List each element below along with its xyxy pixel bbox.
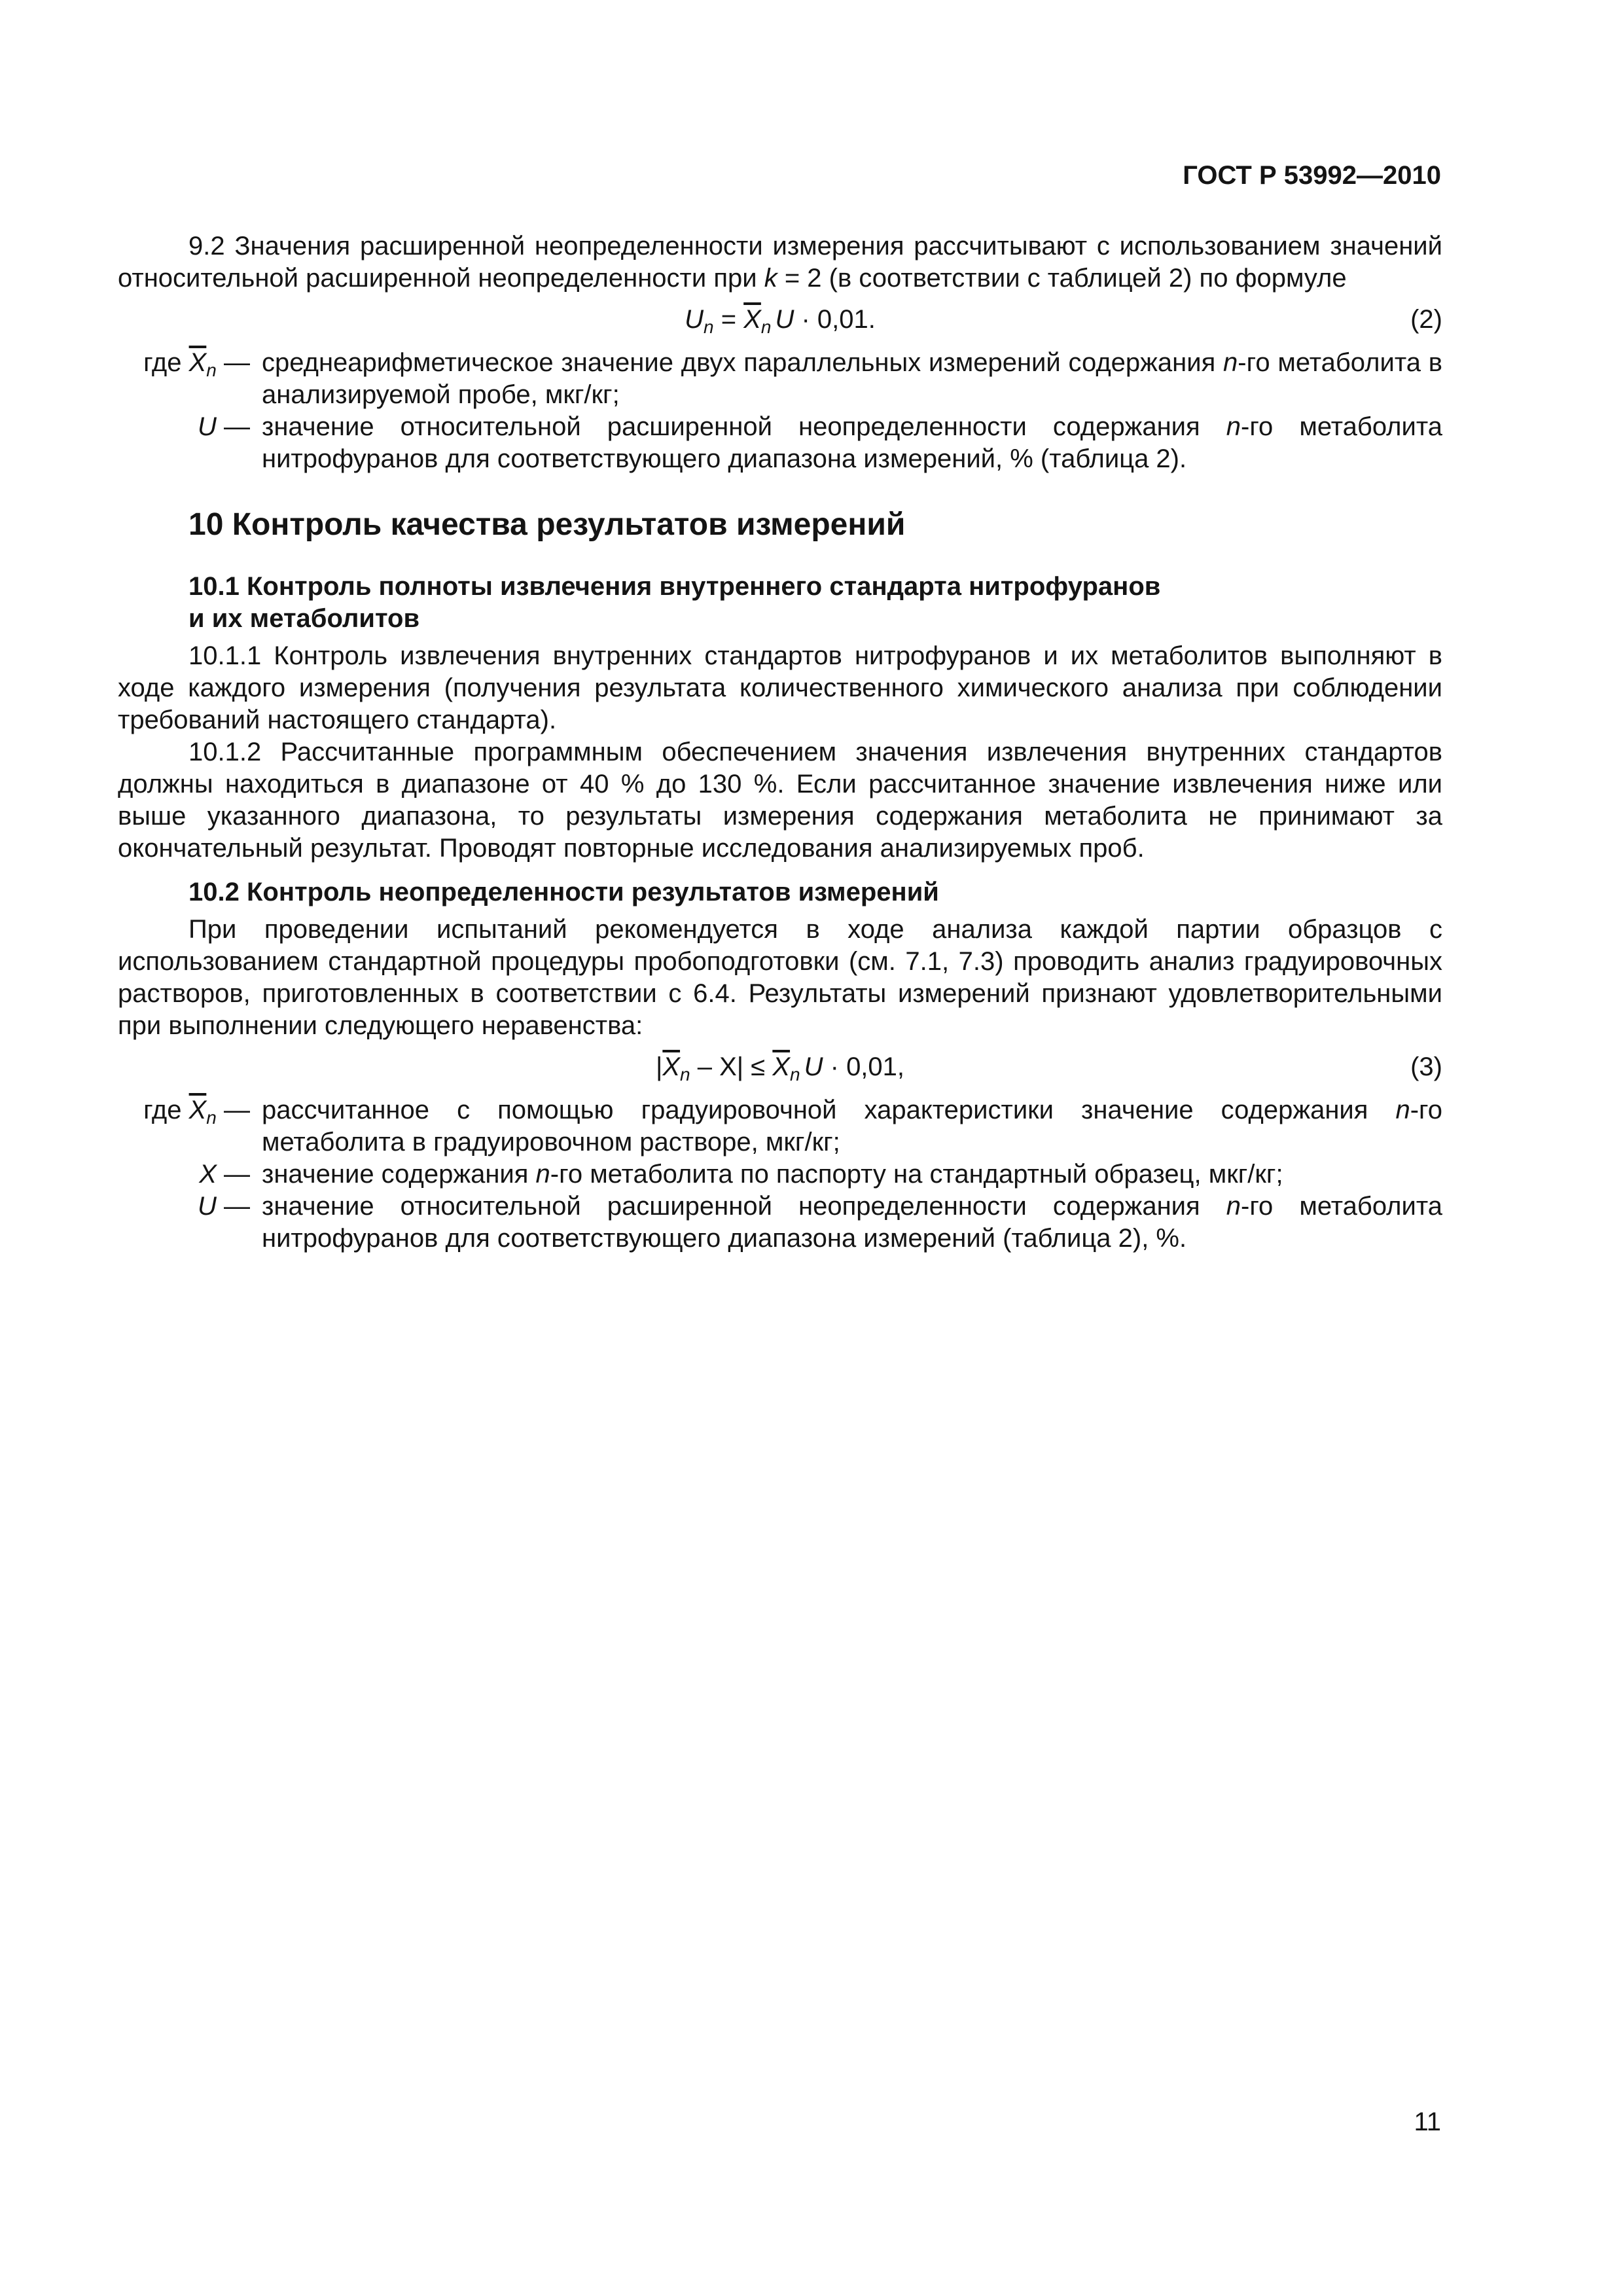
subscript-n: n bbox=[680, 1064, 690, 1085]
variable-k: k bbox=[764, 264, 777, 293]
where-symbol bbox=[118, 1158, 257, 1191]
paragraph-10-1-2: 10.1.2 Рассчитанные программным обеспечением значения извлечения внутренних стандартов должны находиться в диапазоне от 40 % до 130 %. Если рассчитанное значение извлечения ниже или выше указанного диапазона, то результаты измерения содержания метаболита не принимают за окончательный результат. Проводят повторные исследования анализируемых проб. bbox=[118, 738, 1442, 863]
variable-u: U bbox=[775, 305, 794, 334]
text: -го метаболита нитрофуранов для соответствующего диапазона измерений (таблица 2), %. bbox=[262, 1192, 1442, 1253]
subscript-n: n bbox=[790, 1064, 800, 1085]
page-number: 11 bbox=[1414, 2108, 1441, 2136]
variable-x-mean: $\overline{X}$ bbox=[772, 1052, 791, 1081]
where-symbol bbox=[118, 347, 257, 411]
where-description bbox=[257, 1094, 1442, 1158]
text: · 0,01. bbox=[794, 305, 876, 334]
text: – X| ≤ bbox=[690, 1052, 773, 1081]
document-header-id: ГОСТ Р 53992—2010 bbox=[1183, 161, 1441, 190]
text: · 0,01, bbox=[823, 1052, 905, 1081]
variable-n: n bbox=[1226, 412, 1241, 441]
where-symbol bbox=[118, 1094, 257, 1158]
variable-x-mean: $\overline{X}$ bbox=[662, 1052, 681, 1081]
variable-x-mean: $\overline{X}$ bbox=[188, 348, 207, 377]
dash: — bbox=[216, 1096, 250, 1124]
subscript-n: n bbox=[760, 317, 772, 337]
text: -го метаболита в анализируемой пробе, мкг/кг; bbox=[262, 348, 1442, 409]
variable-u: U bbox=[685, 305, 704, 334]
text: | bbox=[655, 1052, 663, 1081]
variable-x-mean: $\overline{X}$ bbox=[743, 305, 761, 334]
dash: — bbox=[216, 1192, 250, 1221]
where-description bbox=[257, 411, 1442, 475]
subscript-n: n bbox=[704, 317, 714, 337]
text: значение относительной расширенной неопределенности содержания bbox=[262, 412, 1226, 441]
variable-x-mean: $\overline{X}$ bbox=[188, 1096, 207, 1124]
dash: — bbox=[216, 412, 250, 441]
formula-expression bbox=[118, 304, 1442, 336]
variable-u: U bbox=[197, 412, 217, 441]
formula-3 bbox=[118, 1046, 1442, 1090]
section-10-2-heading: 10.2 Контроль неопределенности результатов измерений bbox=[188, 878, 939, 906]
where-symbol bbox=[118, 411, 257, 475]
variable-n: n bbox=[1395, 1096, 1410, 1124]
formula-expression bbox=[118, 1051, 1442, 1083]
page-content bbox=[118, 230, 1442, 1255]
text: значение относительной расширенной неопределенности содержания bbox=[262, 1192, 1226, 1221]
variable-u: U bbox=[804, 1052, 823, 1081]
formula-2 bbox=[118, 298, 1442, 343]
subscript-n: n bbox=[206, 360, 217, 380]
variable-n: n bbox=[535, 1160, 550, 1189]
where-description bbox=[257, 1158, 1442, 1191]
text: рассчитанное с помощью градуировочной характеристики значение содержания bbox=[262, 1096, 1396, 1124]
paragraph-9-2 bbox=[118, 230, 1442, 295]
variable-u: U bbox=[197, 1192, 217, 1221]
where-list-1 bbox=[118, 347, 1442, 475]
text: среднеарифметическое значение двух параллельных измерений содержания bbox=[262, 348, 1224, 377]
subscript-n: n bbox=[206, 1107, 217, 1128]
variable-n: n bbox=[1226, 1192, 1241, 1221]
section-10-heading: 10 Контроль качества результатов измерений bbox=[188, 507, 906, 542]
text: -го метаболита в градуировочном растворе, мкг/кг; bbox=[262, 1096, 1442, 1157]
formula-number: (2) bbox=[1410, 305, 1442, 334]
text: где bbox=[143, 1096, 189, 1124]
text: где bbox=[143, 348, 189, 377]
where-symbol bbox=[118, 1191, 257, 1255]
text: значение содержания bbox=[262, 1160, 536, 1189]
text: -го метаболита нитрофуранов для соответствующего диапазона измерений, % (таблица 2). bbox=[262, 412, 1442, 473]
variable-n: n bbox=[1223, 348, 1238, 377]
where-description bbox=[257, 347, 1442, 411]
heading-line: и их метаболитов bbox=[188, 604, 420, 633]
text: -го метаболита по паспорту на стандартный образец, мкг/кг; bbox=[550, 1160, 1283, 1189]
text: = 2 (в соответствии с таблицей 2) по формуле bbox=[777, 264, 1347, 293]
paragraph-10-1-1: 10.1.1 Контроль извлечения внутренних стандартов нитрофуранов и их метаболитов выполняют в ходе каждого измерения (получения результата количественного химического анализа при соблюдении требований настоящего стандарта). bbox=[118, 641, 1442, 734]
dash: — bbox=[216, 348, 250, 377]
where-list-2 bbox=[118, 1094, 1442, 1255]
heading-line: 10.1 Контроль полноты извлечения внутреннего стандарта нитрофуранов bbox=[188, 572, 1161, 601]
where-description bbox=[257, 1191, 1442, 1255]
dash: — bbox=[216, 1160, 250, 1189]
text: = bbox=[713, 305, 744, 334]
text: 9.2 Значения расширенной неопределенности измерения рассчитывают с использованием значений относительной расширенной неопределенности при bbox=[118, 232, 1442, 293]
formula-number: (3) bbox=[1410, 1052, 1442, 1081]
variable-x: X bbox=[199, 1160, 217, 1189]
paragraph-10-2: При проведении испытаний рекомендуется в ходе анализа каждой партии образцов с использованием стандартной процедуры пробоподготовки (см. 7.1, 7.3) проводить анализ градуировочных растворов, приготовленных в соответствии с 6.4. Результаты измерений признают удовлетворительными при выполнении следующего неравенства: bbox=[118, 915, 1442, 1040]
section-10-1-heading bbox=[118, 571, 1442, 635]
